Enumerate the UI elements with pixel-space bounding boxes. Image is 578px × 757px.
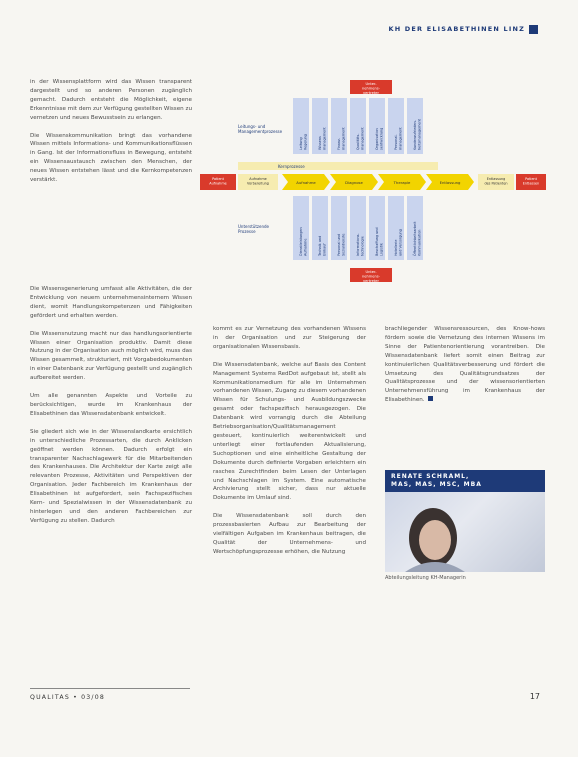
paragraph: brachliegender Wissensressourcen, des Know-hows fördern sowie die Vernetzung des internen Wissens im Sinne der Patientenorientierung vorantreiben. Die Wissensdatenbank liefert somit einen Beitrag zur kontinuierlichen Qualitätsverbesserung und fördert die Umsetzung des Qualitätsgrundsatzes der Qualitätsprozesse und der wissensorientierten Unternehmensführung im Krankenhaus der Elisabethinen. [385, 326, 545, 404]
author-photo [385, 492, 545, 572]
core-process-label: Entlassung [439, 180, 461, 185]
core-process-label: Therapie [393, 180, 411, 185]
paragraph: Die Wissenskommunikation bringt das vorhandene Wissen mittels Informations- und Kommunikationsflüssen in Gang. Ist der Informationsfluss in Bewegung, entsteht ein Wissensaustausch zwischen den Menschen, der neues Wissen entstehen lässt und die Kernkompetenzen verstärkt. [30, 132, 192, 184]
paragraph: Um alle genannten Aspekte und Vorteile zu berücksichtigen, wurde im Krankenhaus der Elisabethinen das Wissensdatenbank entwickelt. [30, 393, 192, 417]
support-process-label: Technik undEinkauf [318, 235, 327, 256]
admission-prep-label: Aufnahme Vorbereitung [247, 177, 269, 186]
author-caption: Abteilungsleitung KH-Managerin [385, 575, 466, 581]
end-of-article-icon [428, 396, 433, 401]
core-processes-label: Kernprozesse [278, 164, 305, 169]
column-1-bottom [30, 285, 192, 535]
author-name-banner [385, 470, 545, 492]
column-2 [213, 325, 366, 566]
paragraph: Die Wissensgenerierung umfasst alle Aktivitäten, die der Entwicklung von neuem unternehmensinternem Wissen dient, womit Handlungskompetenzen und Fähigkeiten gefördert und erhalten werden. [30, 286, 192, 319]
support-process-label: Hotellerieund Versorgung [394, 229, 403, 256]
header-square-icon [529, 25, 538, 34]
author-titles: MAS, MAS, MSC, MBA [391, 481, 482, 488]
page-number: 17 [529, 692, 540, 701]
management-process-label: LeitungRegelung [299, 134, 308, 150]
paragraph: Sie gliedert sich wie in der Wissenslandkarte ersichtlich in unterschiedliche Prozessarten, die durch Anklicken geöffnet werden können. Dadurch erfolgt ein transparenter Nachschlagewerk für die Mitarbeitenden des Krankenhauses. Die Architektur der Karte zeigt alle relevanten Prozesse, Aktivitäten und Perspektiven der Organisation. Jeder Fachbereich im Krankenhaus der Elisabethinen ist aufgefordert, sein Fachspezifisches Kern- und Spezialwissen in der Wissensdatenbank zu hinterlegen und den anderen Fachbereichen zur Verfügung zu stellen. Dadurch [30, 428, 192, 524]
management-process-label: Wissensmanagement [318, 127, 327, 150]
core-process-label: Aufnahme [296, 180, 316, 185]
process-map-diagram [198, 78, 548, 288]
patient-out-label: Patient Entlassen [522, 177, 540, 186]
paragraph: Die Wissensdatenbank soll durch den prozessbasierten Aufbau zur Bearbeitung der vielfältigen Aufgaben im Krankenhaus beitragen, die Qualität der Unternehmens- und Wertschöpfungsprozesse erhöhen, die Nutzung [213, 513, 366, 555]
paragraph: kommt es zur Vernetzung des vorhandenen Wissens in der Organisation und zur Steigerung der organisationalen Wissensbasis. [213, 326, 366, 350]
core-process-label: Diagnose [345, 180, 363, 185]
management-process-label: Personal-management [394, 127, 403, 150]
discharge-prep-label: Entlassung des Patienten [484, 177, 508, 186]
running-header [388, 24, 538, 34]
running-header-text: KH DER ELISABETHINEN LINZ [388, 25, 525, 33]
author-box [385, 470, 545, 581]
paragraph: Die Wissensdatenbank, welche auf Basis des Content Management Systems RedDot aufgebaut ist, stellt als Kommunikationsmedium für alle im Unternehmen vorhandenen Wissen, Zugang zu diesem vorhandenen Wissen für Schulungs- und Ausbildungszwecke gesamt oder fachspezifisch herausgezogen. Die Datenbank wird vorrangig durch die Abteilung Betriebsorganisation/Qualitätsmanagement gesteuert, kontinuierlich weiterentwickelt und unterliegt einer fortlaufenden Aktualisierung, Suchoptionen und eine einheitliche Gestaltung der Dokumente durch definierte Vorgaben erleichtern ein rasches Zurechtfinden beim Lesen der Unterlagen und Nachschlagen im System. Eine automatische Archivierung stellt sicher, dass nur aktuelle Dokumente im Umlauf sind. [213, 361, 366, 502]
top-stakeholder-label: Unter-nehmens-vertreter [362, 82, 380, 96]
process-map-svg [198, 78, 548, 288]
bottom-stakeholder-label: Unter-nehmens-vertreter [362, 270, 380, 284]
support-processes-label: Unterstützende Prozesse [238, 224, 269, 234]
paragraph: in der Wissensplattform wird das Wissen transparent dargestellt und so anderen Personen zugänglich gemacht. Dadurch entsteht die Möglichkeit, eigene Erkenntnisse mit dem zur Verfügung gestellten Wissen zu vernetzen und neues Bewusstsein zu erlangen. [30, 79, 192, 121]
management-process-label: Qualitäts-management [356, 127, 365, 150]
management-process-label: Organisationsentwicklung [375, 127, 384, 150]
author-name: RENATE SCHRAML, [391, 473, 470, 480]
column-1-top [30, 78, 192, 194]
management-processes-label: Leitungs- und Managementprozesse [238, 124, 283, 134]
support-process-label: Personal undSozialdienste [337, 233, 346, 256]
support-process-label: ÖffentlichkeitsarbeitKommunikation [413, 221, 422, 256]
support-process-label: Beschaffung undLogistik [375, 227, 384, 256]
footer-rule [30, 688, 190, 689]
management-process-label: Kundenzufrieden-heitsmanagement [413, 119, 422, 150]
support-process-label: Informations-technologie [356, 233, 365, 256]
support-process-label: DienstleistungenAufnahme [299, 227, 308, 256]
management-process-label: Finanz-management [337, 127, 346, 150]
paragraph: Die Wissensnutzung macht nur das handlungsorientierte Wissen einer Organisation produktiv. Damit diese Nutzung in der Organisation auch möglich wird, muss das Wissen gesammelt, strukturiert, mit Vorgabedokumenten in einer Datenbank zur Verfügung gestellt und zugänglich aufbereitet werden. [30, 330, 192, 382]
patient-in-label: Patient Aufnahme [209, 177, 227, 186]
column-3 [385, 325, 545, 414]
core-process-label-band [238, 162, 438, 170]
footer-magazine: QUALITAS • 03/08 [30, 694, 105, 701]
